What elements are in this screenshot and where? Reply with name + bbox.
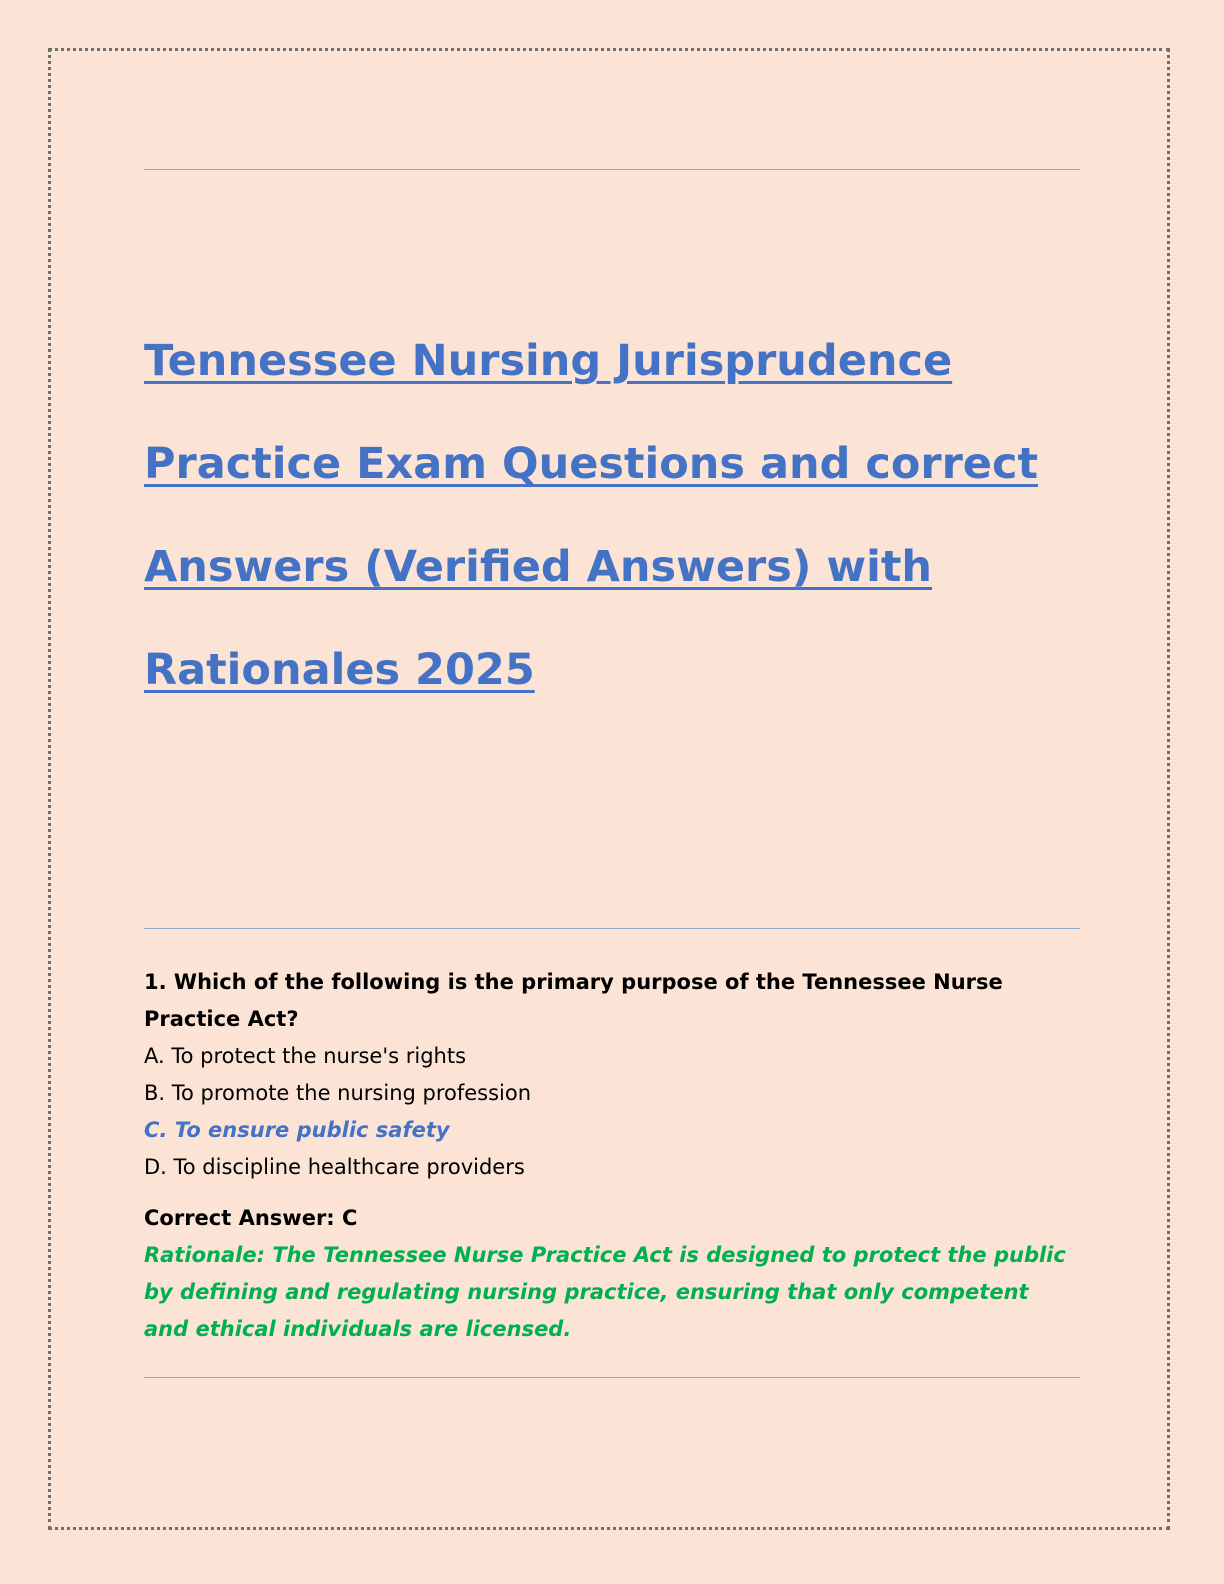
title-bottom-divider: [144, 928, 1080, 929]
rationale: Rationale: The Tennessee Nurse Practice Act is designed to protect the public by defining and regulating nursing practice, ensuring that only competent and ethical individuals are licensed.: [144, 1243, 1066, 1341]
option-c-correct: C. To ensure public safety: [144, 1118, 450, 1142]
top-divider: [144, 169, 1080, 170]
option-d: D. To discipline healthcare providers: [144, 1155, 525, 1179]
question-1: [144, 964, 1080, 1348]
document-title: [144, 310, 1084, 722]
bottom-divider: [144, 1377, 1080, 1378]
title-line-4: Rationales 2025: [144, 645, 535, 695]
correct-answer: Correct Answer: C: [144, 1206, 358, 1230]
option-a: A. To protect the nurse's rights: [144, 1044, 467, 1068]
option-b: B. To promote the nursing profession: [144, 1081, 532, 1105]
title-line-3: Answers (Verified Answers) with: [144, 542, 933, 592]
title-line-2: Practice Exam Questions and correct: [144, 439, 1039, 489]
question-text: 1. Which of the following is the primary purpose of the Tennessee Nurse Practice Act?: [144, 970, 1003, 1031]
title-line-1: Tennessee Nursing Jurisprudence: [144, 336, 953, 386]
